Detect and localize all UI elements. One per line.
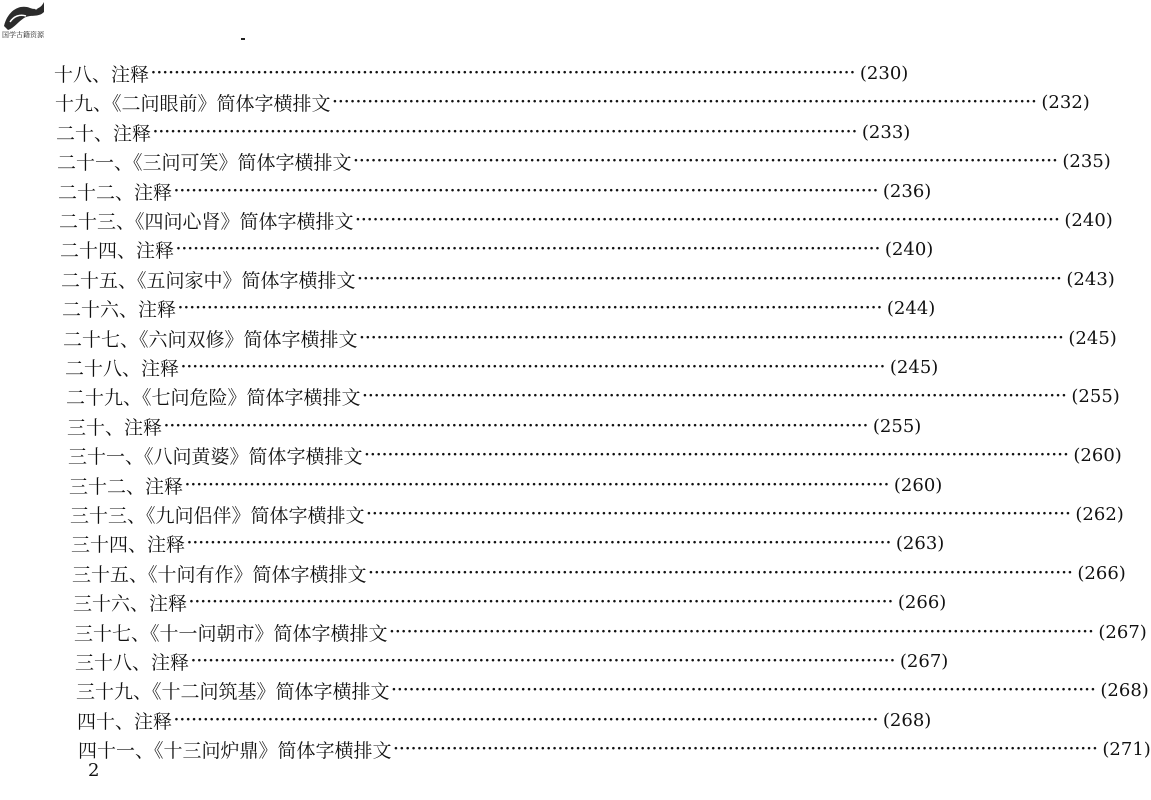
toc-entry[interactable] — [73, 587, 947, 617]
toc-leader-dots: ························································································································ — [178, 300, 883, 316]
toc-leader-dots: ························································································································ — [187, 535, 892, 551]
toc-entry-title: 二十八、注释 — [65, 357, 180, 380]
toc-leader-dots: ························································································································ — [191, 653, 896, 669]
toc-entry[interactable] — [76, 675, 1149, 705]
toc-entry-title: 三十八、注释 — [75, 651, 190, 674]
toc-entry-page: (263) — [895, 532, 945, 554]
toc-entry-title: 三十六、注释 — [73, 592, 188, 615]
toc-leader-dots: ························································································································ — [151, 65, 856, 81]
toc-entry-page: (235) — [1062, 150, 1111, 172]
toc-entry-title: 二十三、《四问心肾》简体字横排文 — [59, 210, 354, 233]
toc-entry[interactable] — [57, 146, 1111, 176]
toc-entry-page: (267) — [899, 650, 949, 672]
toc-entry-page: (244) — [886, 297, 936, 319]
toc-leader-dots: ························································································································ — [332, 94, 1038, 110]
toc-entry-page: (266) — [897, 591, 947, 613]
toc-entry-page: (262) — [1075, 503, 1124, 525]
toc-entry-title: 三十、注释 — [67, 416, 163, 439]
toc-entry-page: (236) — [882, 180, 932, 202]
toc-leader-dots: ························································································································ — [357, 271, 1063, 287]
toc-entry-page: (232) — [1041, 91, 1090, 113]
toc-entry[interactable] — [71, 528, 945, 558]
toc-entry-title: 三十七、《十一问朝市》简体字横排文 — [74, 622, 388, 645]
toc-leader-dots: ························································································································ — [176, 241, 881, 257]
toc-entry-page: (260) — [1073, 444, 1122, 466]
toc-entry-title: 二十六、注释 — [62, 298, 177, 321]
toc-leader-dots: ························································································································ — [359, 330, 1065, 346]
toc-entry-title: 二十九、《七问危险》简体字横排文 — [66, 386, 361, 409]
toc-entry-page: (240) — [1064, 209, 1113, 231]
toc-leader-dots: ························································································································ — [391, 682, 1097, 698]
toc-entry[interactable] — [72, 558, 1126, 588]
toc-leader-dots: ························································································································ — [174, 712, 879, 728]
toc-entry-title: 三十一、《八问黄婆》简体字横排文 — [68, 445, 363, 468]
toc-leader-dots: ························································································································ — [174, 183, 879, 199]
toc-entry[interactable] — [74, 617, 1147, 647]
toc-leader-dots: ························································································································ — [366, 506, 1072, 522]
toc-entry-title: 十九、《二问眼前》简体字横排文 — [55, 92, 331, 115]
toc-entry-title: 二十七、《六问双修》简体字横排文 — [63, 328, 358, 351]
toc-leader-dots: ························································································································ — [355, 212, 1061, 228]
toc-entry-page: (233) — [861, 121, 911, 143]
toc-entry-title: 四十、注释 — [77, 710, 173, 733]
toc-entry-page: (255) — [872, 415, 922, 437]
toc-entry[interactable] — [68, 440, 1122, 470]
toc-entry[interactable] — [78, 734, 1151, 764]
toc-entry-title: 十八、注释 — [54, 63, 150, 86]
toc-entry[interactable] — [56, 117, 911, 147]
toc-entry-page: (260) — [893, 474, 943, 496]
page-number: 2 — [88, 760, 100, 781]
toc-entry[interactable] — [62, 293, 936, 323]
toc-entry[interactable] — [58, 176, 932, 206]
toc-leader-dots: ························································································································ — [153, 124, 858, 140]
toc-leader-dots: ························································································································ — [181, 359, 886, 375]
toc-entry-title: 二十二、注释 — [58, 181, 173, 204]
toc-entry[interactable] — [55, 87, 1090, 117]
toc-leader-dots: ························································································································ — [389, 624, 1095, 640]
toc-entry-title: 三十三、《九问侣伴》简体字横排文 — [70, 504, 365, 527]
toc-leader-dots: ························································································································ — [393, 741, 1099, 757]
toc-entry[interactable] — [69, 470, 943, 500]
toc-entry-page: (240) — [884, 238, 934, 260]
toc-entry-page: (268) — [882, 709, 932, 731]
toc-entry-page: (271) — [1102, 738, 1151, 760]
toc-entry[interactable] — [66, 381, 1120, 411]
toc-entry-title: 三十二、注释 — [69, 475, 184, 498]
toc-entry[interactable] — [60, 234, 934, 264]
toc-entry-page: (245) — [1068, 327, 1117, 349]
toc-entry[interactable] — [59, 205, 1113, 235]
toc-entry[interactable] — [63, 323, 1117, 353]
toc-leader-dots: ························································································································ — [189, 594, 894, 610]
toc-leader-dots: ························································································································ — [362, 388, 1068, 404]
toc-entry[interactable] — [65, 352, 939, 382]
toc-leader-dots: ························································································································ — [364, 447, 1070, 463]
toc-entry-title: 二十五、《五问家中》简体字横排文 — [61, 269, 356, 292]
toc-entry-page: (266) — [1077, 562, 1126, 584]
toc-entry[interactable] — [70, 499, 1124, 529]
toc-leader-dots: ························································································································ — [368, 565, 1074, 581]
toc-entry-page: (255) — [1071, 385, 1120, 407]
toc-entry-title: 二十一、《三问可笑》简体字横排文 — [57, 151, 352, 174]
toc-entry-page: (243) — [1066, 268, 1115, 290]
toc-entry-title: 三十五、《十问有作》简体字横排文 — [72, 563, 367, 586]
toc-entry[interactable] — [54, 58, 909, 88]
toc-entry[interactable] — [61, 264, 1115, 294]
toc-leader-dots: ························································································································ — [164, 418, 869, 434]
toc-entry-page: (268) — [1100, 679, 1149, 701]
toc-leader-dots: ························································································································ — [185, 477, 890, 493]
toc-entry-title: 四十一、《十三问炉鼎》简体字横排文 — [78, 739, 392, 762]
toc-entry-title: 二十四、注释 — [60, 239, 175, 262]
toc-entry[interactable] — [77, 705, 932, 735]
toc-entry[interactable] — [67, 411, 922, 441]
toc-entry-title: 三十四、注释 — [71, 533, 186, 556]
toc-entry-page: (267) — [1098, 621, 1147, 643]
logo-text: 国学古籍资源 — [2, 31, 44, 39]
toc-entry-page: (230) — [859, 62, 909, 84]
toc-entry-page: (245) — [889, 356, 939, 378]
toc-entry-title: 三十九、《十二问筑基》简体字横排文 — [76, 680, 390, 703]
toc-entry-title: 二十、注释 — [56, 122, 152, 145]
toc-entry[interactable] — [75, 646, 949, 676]
toc-leader-dots: ························································································································ — [353, 153, 1059, 169]
